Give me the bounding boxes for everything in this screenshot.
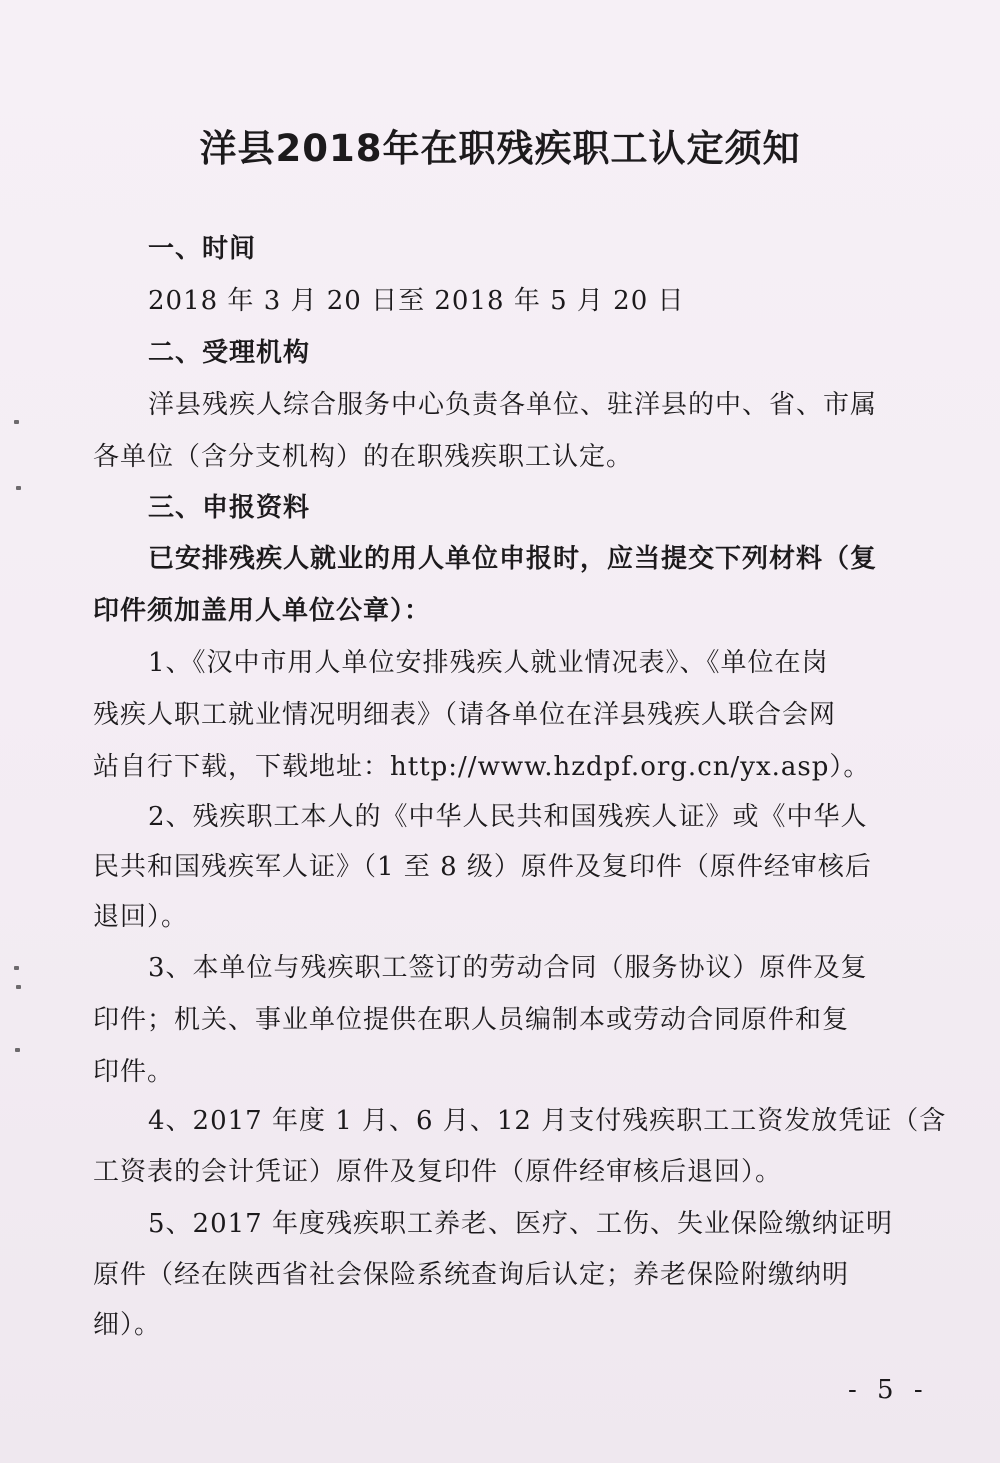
item-5-line: 细）。 [93,1310,162,1340]
section-heading-time: 一、时间 [148,234,257,264]
item-4-line: 4、2017 年度 1 月、6 月、12 月支付残疾职工工资发放凭证（含 [148,1106,947,1136]
item-4-line: 工资表的会计凭证）原件及复印件（原件经审核后退回）。 [93,1157,783,1187]
item-5-line: 原件（经在陕西省社会保险系统查询后认定；养老保险附缴纳明 [93,1260,850,1290]
scan-mark [14,966,19,970]
section-heading-materials: 三、申报资料 [148,493,311,523]
materials-intro-line: 已安排残疾人就业的用人单位申报时，应当提交下列材料（复 [148,544,878,574]
scan-mark [16,985,21,989]
item-1-line: 站自行下载，下载地址：http://www.hzdpf.org.cn/yx.asp）。 [93,752,871,782]
item-2-line: 2、残疾职工本人的《中华人民共和国残疾人证》或《中华人 [148,802,868,832]
section-heading-agency: 二、受理机构 [148,338,311,368]
document-title: 洋县2018年在职残疾职工认定须知 [199,127,801,170]
materials-intro-line: 印件须加盖用人单位公章）： [93,596,432,626]
scan-mark [16,486,21,490]
item-2-line: 退回）。 [93,902,189,932]
item-3-line: 印件。 [93,1057,175,1087]
agency-text-line: 各单位（含分支机构）的在职残疾职工认定。 [93,442,634,472]
agency-text-line: 洋县残疾人综合服务中心负责各单位、驻洋县的中、省、市属 [148,390,878,420]
time-range-text: 2018 年 3 月 20 日至 2018 年 5 月 20 日 [148,286,685,316]
page-number: - 5 - [848,1375,929,1405]
item-1-line: 残疾人职工就业情况明细表》（请各单位在洋县残疾人联合会网 [93,700,837,730]
item-3-line: 印件；机关、事业单位提供在职人员编制本或劳动合同原件和复 [93,1005,850,1035]
item-3-line: 3、本单位与残疾职工签订的劳动合同（服务协议）原件及复 [148,953,868,983]
item-2-line: 民共和国残疾军人证》（1 至 8 级）原件及复印件（原件经审核后 [93,852,872,882]
item-1-line: 1、《汉中市用人单位安排残疾人就业情况表》、《单位在岗 [148,648,829,678]
scan-mark [15,1048,20,1052]
item-5-line: 5、2017 年度残疾职工养老、医疗、工伤、失业保险缴纳证明 [148,1209,893,1239]
scan-mark [14,420,19,424]
